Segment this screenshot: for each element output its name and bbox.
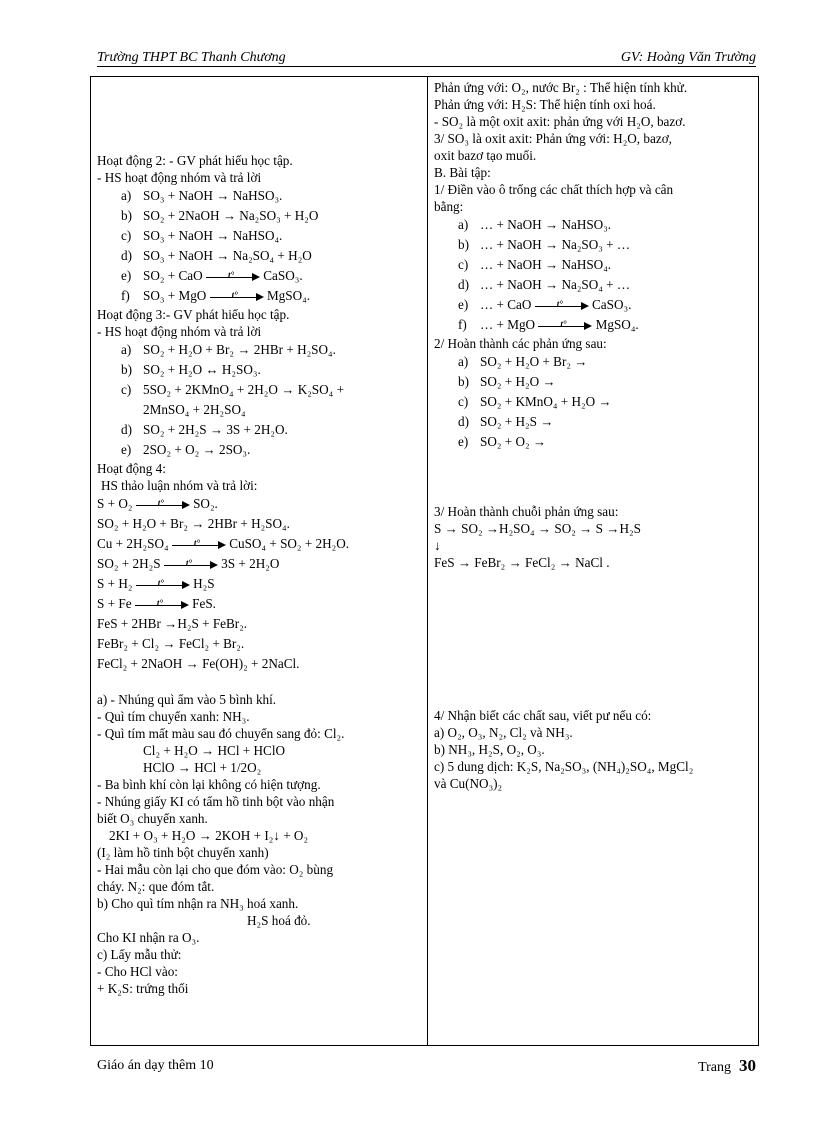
exercise-4-item: b) NH₃, H₂S, O₂, O₃. (434, 742, 545, 757)
equation-text: SO₂ + KMnO₄ + H₂O → (480, 394, 612, 409)
equation-rhs: H₂S (193, 576, 215, 591)
exercise-1-equations (434, 215, 754, 335)
equation-label: b) (121, 208, 132, 223)
equation-label: b) (121, 362, 132, 377)
equation-row (434, 412, 754, 432)
exercise-3-title: 3/ Hoàn thành chuỗi phản ứng sau: (434, 504, 619, 519)
equation-row (97, 380, 420, 400)
page-header (97, 48, 756, 67)
answer-c-line: c) Lấy mẫu thử: (97, 947, 182, 962)
equation-row (97, 654, 420, 674)
arrow-icon: → (544, 277, 559, 292)
equation-text: 2SO₂ + O₂ → 2SO₃. (143, 442, 251, 457)
equation-rhs: CaSO₃. (592, 297, 632, 312)
equation-text: SO₂ + H₂S → (480, 414, 554, 429)
heat-mark: t° (227, 269, 235, 280)
reaction-chain-row: S → SO₂ →H₂SO₄ → SO₂ → S →H₂S (434, 521, 641, 536)
equation-row (97, 360, 420, 380)
equation-row (97, 554, 420, 574)
heat-arrow-icon (135, 599, 189, 611)
equation-text: 5SO₂ + 2KMnO₄ + 2H₂O → K₂SO₄ + (143, 382, 344, 397)
right-column (434, 79, 754, 792)
equation-rhs: NaHSO₃. (561, 217, 612, 232)
answer-a-line: - Hai mẫu còn lại cho que đóm vào: O₂ bùng (97, 862, 334, 877)
equation-lhs: … + NaOH (480, 217, 542, 232)
equation-lhs: SO₂ + H₂O + Br₂ → 2HBr + H₂SO₄. (97, 516, 290, 531)
equation-row (434, 352, 754, 372)
arrow-icon: → (544, 257, 559, 272)
equation-label: f) (121, 288, 130, 303)
heat-mark: t° (185, 557, 192, 568)
answer-b-line: b) Cho quì tím nhận ra NH₃ hoá xanh. (97, 896, 299, 911)
equation-lhs: SO₂ + 2H₂S (97, 556, 161, 571)
equation-label: a) (458, 217, 469, 232)
table-column-divider (427, 76, 428, 1046)
equation-lhs: SO₂ + 2NaOH (143, 208, 220, 223)
equation-text: SO₂ + O₂ → (480, 434, 547, 449)
equation-label: e) (121, 442, 132, 457)
equation-lhs: SO₃ + NaOH (143, 228, 213, 243)
equation-lhs: … + MgO (480, 317, 536, 332)
heat-arrow-icon (535, 300, 589, 312)
equation-rhs: FeS. (192, 596, 216, 611)
answer-a-line: biết O₃ chuyển xanh. (97, 811, 208, 826)
equation-row (434, 315, 754, 335)
arrow-icon: → (544, 237, 559, 252)
exercises-heading: B. Bài tập: (434, 165, 491, 180)
activity-2-subtitle: - HS hoạt động nhóm và trả lời (97, 170, 262, 185)
equation-label: c) (458, 257, 469, 272)
equation-label: e) (458, 297, 469, 312)
exercise-4-item: và Cu(NO₃)₂ (434, 776, 503, 791)
equation-label: d) (458, 277, 469, 292)
heat-arrow-icon (164, 559, 218, 571)
equation-text: SO₂ + H₂O + Br₂ → 2HBr + H₂SO₄. (143, 342, 336, 357)
heat-arrow-icon (538, 320, 592, 332)
answer-a-line: - Quì tím mất màu sau đó chuyển sang đỏ: Cl₂. (97, 726, 345, 741)
equation-lhs: … + CaO (480, 297, 532, 312)
equation-row (97, 340, 420, 360)
answer-a-line: 2KI + O₃ + H₂O → 2KOH + I₂↓ + O₂ (109, 828, 309, 843)
exercise-2-title: 2/ Hoàn thành các phản ứng sau: (434, 336, 607, 351)
equation-rhs: NaHSO₄. (561, 257, 612, 272)
teacher-name: GV: Hoàng Văn Trường (620, 50, 756, 65)
equation-row (434, 275, 754, 295)
equation-text: SO₂ + H₂O → (480, 374, 556, 389)
activity-4-subtitle: HS thảo luận nhóm và trả lời: (101, 478, 258, 493)
theory-line: oxit bazơ tạo muối. (434, 148, 537, 163)
equation-lhs: FeBr₂ + Cl₂ → FeCl₂ + Br₂. (97, 636, 245, 651)
exercise-4-item: c) 5 dung dịch: K₂S, Na₂SO₃, (NH₄)₂SO₄, MgCl₂ (434, 759, 694, 774)
answer-a-line: - Nhúng giấy KI có tẩm hồ tinh bột vào nhận (97, 794, 335, 809)
equation-label: f) (458, 317, 467, 332)
equation-label: d) (458, 414, 469, 429)
activity-3-subtitle: - HS hoạt động nhóm và trả lời (97, 324, 262, 339)
activity-3-title: Hoạt động 3:- GV phát hiếu học tập. (97, 307, 290, 322)
equation-rhs: MgSO₄. (595, 317, 639, 332)
exercise-4-item: a) O₂, O₃, N₂, Cl₂ và NH₃. (434, 725, 573, 740)
answer-a-line: cháy. N₂: que đóm tắt. (97, 879, 215, 894)
equation-row (434, 215, 754, 235)
equation-label: a) (121, 188, 132, 203)
equation-rhs: CuSO₄ + SO₂ + 2H₂O. (229, 536, 350, 551)
equation-row (97, 286, 420, 306)
equation-row (97, 494, 420, 514)
equation-label: d) (121, 248, 132, 263)
equation-rhs: Na₂SO₃ + H₂O (239, 208, 319, 223)
equation-text: 2MnSO₄ + 2H₂SO₄ (143, 402, 246, 417)
equation-label: a) (458, 354, 469, 369)
equation-label: d) (121, 422, 132, 437)
equation-row (97, 440, 420, 460)
equation-rhs: CaSO₃. (263, 268, 303, 283)
equation-row (97, 246, 420, 266)
equation-row (97, 534, 420, 554)
equation-label: b) (458, 374, 469, 389)
equation-row (97, 574, 420, 594)
heat-arrow-icon (136, 499, 190, 511)
equation-rhs: NaHSO₃. (232, 188, 283, 203)
heat-arrow-icon (206, 271, 260, 283)
equation-lhs: SO₂ + CaO (143, 268, 203, 283)
equation-label: b) (458, 237, 469, 252)
left-column (97, 152, 420, 997)
equation-rhs: Na₂SO₃ + … (561, 237, 631, 252)
equation-lhs: FeS + 2HBr →H₂S + FeBr₂. (97, 616, 248, 631)
equation-text: SO₂ + H₂O ↔ H₂SO₃. (143, 362, 261, 377)
equation-row (97, 186, 420, 206)
answer-c-line: - Cho HCl vào: (97, 964, 178, 979)
equation-rhs: Na₂SO₄ + H₂O (232, 248, 312, 263)
equation-label: c) (121, 228, 132, 243)
heat-mark: t° (556, 298, 563, 309)
exercise-1-title: 1/ Điền vào ô trống các chất thích hợp và cân (434, 182, 674, 197)
equation-lhs: SO₃ + NaOH (143, 248, 213, 263)
arrow-icon: → (216, 248, 230, 263)
equation-row (434, 372, 754, 392)
equation-lhs: … + NaOH (480, 257, 542, 272)
activity-4-equations (97, 494, 420, 674)
equation-row (97, 634, 420, 654)
equation-row (434, 235, 754, 255)
reaction-chain-row: FeS → FeBr₂ → FeCl₂ → NaCl . (434, 555, 610, 570)
activity-3-equations (97, 340, 420, 460)
equation-row (97, 514, 420, 534)
heat-arrow-icon (136, 579, 190, 591)
exercise-2-equations (434, 352, 754, 452)
answer-a-line: - Ba bình khí còn lại không có hiện tượng. (97, 777, 321, 792)
page-number-value: 30 (739, 1056, 756, 1075)
equation-label: c) (121, 382, 132, 397)
footer-title: Giáo án dạy thêm 10 (97, 1058, 214, 1073)
equation-lhs: FeCl₂ + 2NaOH → Fe(OH)₂ + 2NaCl. (97, 656, 300, 671)
equation-row (97, 400, 420, 420)
equation-row (434, 392, 754, 412)
arrow-icon: → (216, 228, 230, 243)
heat-mark: t° (157, 497, 164, 508)
equation-lhs: S + O₂ (97, 496, 133, 511)
answer-a-line: (I₂ làm hồ tinh bột chuyển xanh) (97, 845, 269, 860)
equation-row (97, 594, 420, 614)
heat-arrow-icon (210, 291, 264, 303)
answer-c-line: + K₂S: trứng thối (97, 981, 189, 996)
equation-lhs: SO₃ + MgO (143, 288, 207, 303)
theory-line: - SO₂ là một oxit axit: phản ứng với H₂O, bazơ. (434, 114, 686, 129)
heat-mark: t° (560, 318, 567, 329)
school-name: Trường THPT BC Thanh Chương (97, 50, 286, 65)
equation-row (434, 295, 754, 315)
arrow-icon: → (544, 217, 559, 232)
equation-row (434, 255, 754, 275)
answer-a-line: - Quì tím chuyển xanh: NH₃. (97, 709, 250, 724)
equation-row (434, 432, 754, 452)
answer-a-line: a) - Nhúng quì ẩm vào 5 bình khí. (97, 692, 277, 707)
heat-mark: t° (157, 577, 164, 588)
arrow-icon: → (216, 188, 230, 203)
heat-mark: t° (193, 537, 200, 548)
equation-label: e) (121, 268, 132, 283)
equation-row (97, 206, 420, 226)
equation-rhs: Na₂SO₄ + … (561, 277, 631, 292)
equation-lhs: Cu + 2H₂SO₄ (97, 536, 169, 551)
equation-label: c) (458, 394, 469, 409)
equation-rhs: SO₂. (193, 496, 218, 511)
answer-b-line: H₂S hoá đỏ. (247, 913, 311, 928)
equation-rhs: NaHSO₄. (232, 228, 283, 243)
equation-label: a) (121, 342, 132, 357)
down-arrow-icon: ↓ (434, 538, 441, 553)
equation-text: SO₂ + H₂O + Br₂ → (480, 354, 588, 369)
equation-lhs: … + NaOH (480, 237, 542, 252)
arrow-icon: → (222, 208, 236, 223)
exercise-4-title: 4/ Nhận biết các chất sau, viết pư nếu có: (434, 708, 652, 723)
page-number (698, 1056, 756, 1076)
equation-label: e) (458, 434, 469, 449)
activity-2-equations (97, 186, 420, 306)
equation-lhs: S + H₂ (97, 576, 133, 591)
equation-row (97, 614, 420, 634)
equation-row (97, 226, 420, 246)
equation-row (97, 420, 420, 440)
equation-text: SO₂ + 2H₂S → 3S + 2H₂O. (143, 422, 288, 437)
equation-lhs: SO₃ + NaOH (143, 188, 213, 203)
answer-a-line: HClO → HCl + 1/2O₂ (143, 760, 262, 775)
answer-b-line: Cho KI nhận ra O₃. (97, 930, 200, 945)
equation-rhs: 3S + 2H₂O (221, 556, 280, 571)
activity-2-title: Hoạt động 2: - GV phát hiếu học tập. (97, 153, 293, 168)
equation-rhs: MgSO₄. (266, 288, 311, 303)
theory-line: Phản ứng với: O₂, nước Br₂ : Thể hiện tính khử. (434, 80, 688, 95)
answer-a-line: Cl₂ + H₂O → HCl + HClO (143, 743, 286, 758)
equation-lhs: … + NaOH (480, 277, 542, 292)
heat-mark: t° (156, 597, 163, 608)
exercise-1-title: bằng: (434, 199, 464, 214)
activity-4-title: Hoạt động 4: (97, 461, 166, 476)
page-label: Trang (698, 1060, 731, 1075)
theory-line: Phản ứng với: H₂S: Thể hiện tính oxi hoá. (434, 97, 656, 112)
equation-row (97, 266, 420, 286)
heat-arrow-icon (172, 539, 226, 551)
heat-mark: t° (231, 289, 238, 300)
theory-line: 3/ SO₃ là oxit axit: Phản ứng với: H₂O, bazơ, (434, 131, 672, 146)
equation-lhs: S + Fe (97, 596, 132, 611)
